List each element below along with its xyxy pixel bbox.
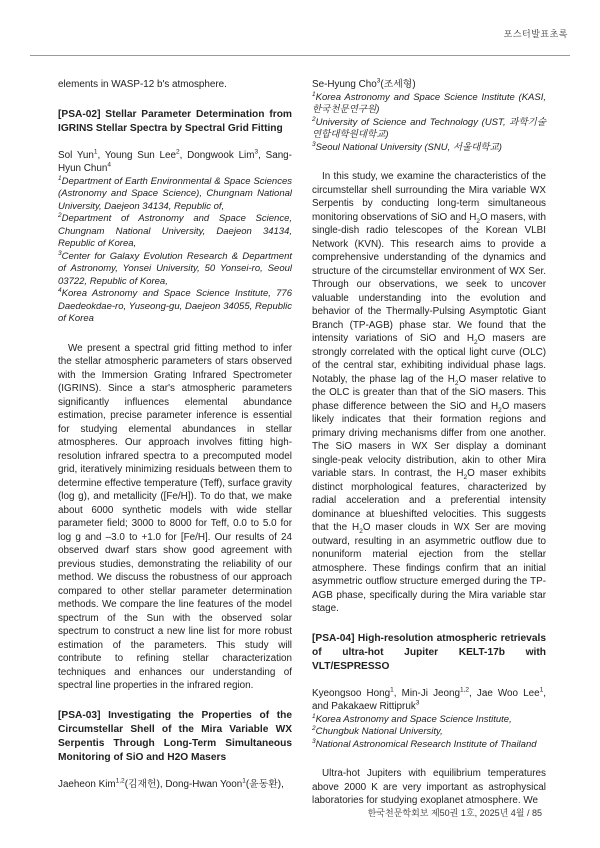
section-header: 포스터발표초록 <box>503 29 568 39</box>
page-footer: 한국천문학회보 제50권 1호, 2025년 4월 / 85 <box>367 808 542 818</box>
affiliation: $^4$Korea Astronomy and Space Science Institute, 776 Daedeokdae-ro, Yuseong-gu, Daejeon 34055, Republic of Korea <box>58 286 292 324</box>
psa02-abstract: We present a spectral grid fitting method to infer the stellar atmospheric parameters of stars observed with the Immersion Grating Infrared Spectrometer (IGRINS). Since a star's atmospheric parameters significantly influences elemental abundance estimation, precise parameter inference is essential for studying elemental abundances in stellar atmospheres. Our approach involves fitting high-resolution infrared spectra to a precomputed model grid, iteratively minimizing residuals between them to determine effective temperature (Teff), surface gravity (log g), and metallicity ([Fe/H]). To do that, we make about 6000 synthetic models with wide stellar parameter field; 3000 to 8000 for Teff, 0.0 to 5.0 for log g and –3.0 to +1.0 for [Fe/H]. Our results of 24 observed dwarf stars show good agreement with previous studies, demonstrating the reliability of our method. We discuss the robustness of our approach compared to other stellar parameter determination methods. We compare the line features of the model spectrum of the Sun with the observed solar spectrum to construct a new line list for more robust estimation of the parameters. This study will contribute to refining stellar characterization techniques and enhances our understanding of spectral line properties in the infrared region. <box>58 342 292 691</box>
previous-abstract-tail: elements in WASP-12 b's atmosphere. <box>58 79 227 90</box>
right-column <box>312 78 546 808</box>
psa03-authors: Jaeheon Kim$^{1,2}$(김재헌), Dong-Hwan Yoon$^1$(윤동환), <box>58 777 284 790</box>
header-rule <box>30 55 570 56</box>
affiliation: $^3$Center for Galaxy Evolution Research & Department of Astronomy, Yonsei University, 50 Yonsei-ro, Seoul 03722, Republic of Korea, <box>58 249 292 287</box>
psa02-authors: Sol Yun$^1$, Young Sun Lee$^2$, Dongwook Lim$^3$, Sang-Hyun Chun$^4$ <box>58 148 292 174</box>
affiliation: $^1$Department of Earth Environmental & Space Sciences (Astronomy and Space Science), Chungnam National University, Daejeon 34134, Republic of, <box>58 174 292 212</box>
author-name: Young Sun Lee <box>104 149 177 161</box>
psa04-title: [PSA-04] High-resolution atmospheric retrievals of ultra-hot Jupiter KELT-17b with VLT/ESPRESSO <box>312 632 546 672</box>
psa03-abstract: In this study, we examine the characteristics of the circumstellar shell surrounding the Mira variable WX Serpentis by conducting long-term simultaneous monitoring observations of SiO and $H_2O$ masers, with single-dish radio telescopes of the Korean VLBI Network (KVN). This research aims to provide a comprehensive understanding of the dynamics and structure of the circumstellar environment of WX Ser. Through our observations, we seek to uncover valuable understanding into the evolution and behavior of the Thermally-Pulsing Asymptotic Giant Branch (TP-AGB) phase star. We found that the intensity variations of SiO and $H_2O$ masers are strongly correlated with the optical light curve (OLC) of the central star, exhibiting individual phase lags. Notably, the phase lag of the $H_2O$ maser relative to the OLC is greater than that of the SiO masers. This phase difference between the SiO and $H_2O$ masers likely indicates that their formation regions and primary driving mechanisms differ from one another. The SiO masers in WX Ser display a dominant single-peak velocity distribution, akin to other Mira variable stars. In contrast, the $H_2O$ maser exhibits distinct morphological features, characterized by radial acceleration and a preferential intensity dominance at blueshifted velocities. This suggests that the $H_2O$ maser clouds in WX Ser are moving outward, resulting in an asymmetric outflow due to nonuniform material ejection from the stellar atmosphere. These findings confirm that an initial asymmetric outflow structure emerged during the TP-AGB phase, specifically during the Mira variable star stage. <box>312 171 546 614</box>
affiliation: $^1$Korea Astronomy and Space Science Institute, <box>312 712 512 725</box>
psa04-abstract: Ultra-hot Jupiters with equilibrium temperatures above 2000 K are very important as astrophysical laboratories for studying exoplanet atmosphere. We <box>312 768 546 806</box>
left-column <box>58 78 292 791</box>
affiliation: $^3$Seoul National University (SNU, 서울대학교) <box>312 140 502 153</box>
affiliation: $^2$Chungbuk National University, <box>312 724 443 737</box>
psa03-title: [PSA-03] Investigating the Properties of the Circumstellar Shell of the Mira Variable WX Serpentis Through Long-Term Simultaneous Monitoring of SiO and H2O Masers <box>58 709 292 763</box>
affiliation: $^2$University of Science and Technology (UST, 과학기술연합대학원대학교) <box>312 115 546 140</box>
author-name: Dongwook Lim <box>187 149 255 161</box>
affiliation: $^3$National Astronomical Research Institute of Thailand <box>312 737 537 750</box>
author-name: Sang-Hyun Chun <box>58 149 292 174</box>
author-name: Sol Yun <box>58 149 94 161</box>
psa04-authors: Kyeongsoo Hong$^1$, Min-Ji Jeong$^{1,2}$, Jae Woo Lee$^1$, and Pakakaew Rittipruk$^3$ <box>312 686 547 712</box>
psa02-title: [PSA-02] Stellar Parameter Determination from IGRINS Stellar Spectra by Spectral Grid Fitting <box>58 108 292 134</box>
psa03-authors-cont: Se-Hyung Cho$^3$(조세형) <box>312 77 416 90</box>
affiliation: $^1$Korea Astronomy and Space Science Institute (KASI, 한국천문연구원) <box>312 90 546 115</box>
affiliation: $^2$Department of Astronomy and Space Science, Chungnam National University, Daejeon 34134, Republic of Korea, <box>58 211 292 249</box>
